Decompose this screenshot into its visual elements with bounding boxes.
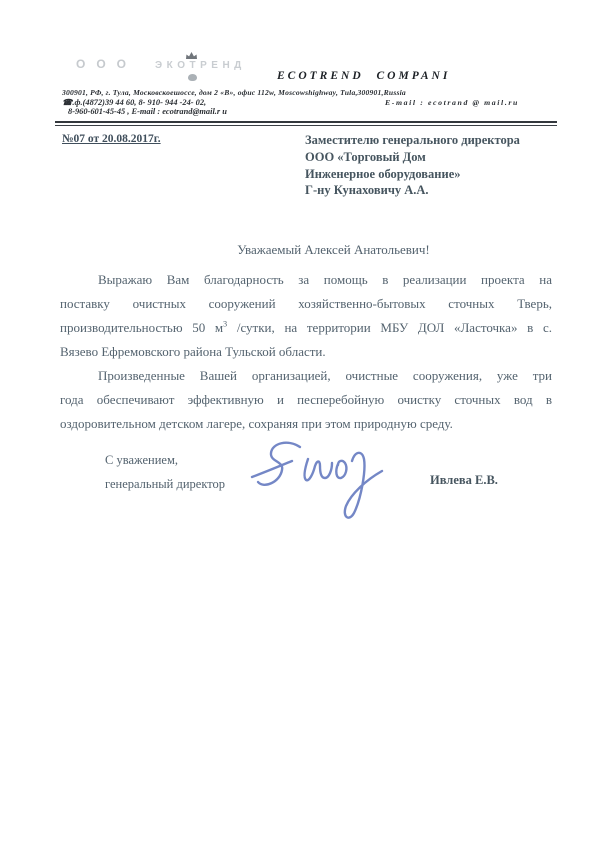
paragraph-1 (60, 268, 552, 364)
body-line: Вязево Ефремовского района Тульской области. (60, 344, 326, 359)
header-divider (55, 121, 557, 126)
address-line: 300901, РФ, г. Тула, Московскоешоссе, дом 2 «В», офис 112w, Moscowshighway, Tula,300901,Russia (62, 88, 406, 97)
company-name-en: ECOTREND COMPANI (277, 70, 451, 82)
logo-ooo-label: ООО (76, 57, 138, 71)
paragraph-2 (60, 364, 552, 436)
phone-email-line2: 8-960-601-45-45 , E-mail : ecotrand@mail.r u (68, 107, 227, 116)
body-line: Выражаю Вам благодарность за помощь в реализации проекта на (98, 272, 552, 287)
body-text-segment: /сутки, на территории МБУ ДОЛ «Ласточка» в с. (227, 320, 552, 335)
email-address: E-mail : ecotrand @ mail.ru (385, 98, 519, 107)
body-line (60, 316, 552, 340)
body-line: поставку очистных сооружений хозяйственно-бытовых сточных Тверь, (60, 296, 552, 311)
salutation: Уважаемый Алексей Анатольевич! (237, 242, 430, 257)
body-text-segment: производительностью 50 м (60, 320, 224, 335)
phone-fax-line: ☎.ф.(4872)39 44 60, 8- 910- 944 -24- 02, (62, 98, 207, 107)
signoff-name: Ивлева Е.В. (430, 473, 498, 487)
letter-body (60, 268, 552, 436)
addressee-line: Г-ну Кунаховичу А.А. (305, 183, 429, 198)
signoff-title: генеральный директор (105, 477, 226, 491)
reference-number: №07 от 20.08.2017г. (62, 133, 161, 145)
addressee-block (305, 132, 560, 199)
cubic-meter-superscript: 3 (223, 319, 228, 329)
addressee-line: Заместителю генерального директора (305, 133, 520, 147)
body-line: Произведенные Вашей организацией, очистные сооружения, уже три (98, 368, 552, 383)
addressee-line: Инженерное оборудование» (305, 166, 461, 181)
logo-company-name: ЭКОТРЕНД (155, 60, 246, 71)
handwritten-signature (246, 437, 394, 539)
logo-leaf-icon (188, 74, 197, 81)
addressee-line: ООО «Торговый Дом (305, 149, 426, 164)
logo-crown-icon (186, 52, 197, 59)
body-line: года обеспечивают эффективную и песперебойную очистку сточных вод в (60, 392, 552, 407)
body-line: оздоровительном детском лагере, сохраняя при этом природную среду. (60, 416, 453, 431)
signoff-regards: С уважением, (105, 453, 178, 467)
